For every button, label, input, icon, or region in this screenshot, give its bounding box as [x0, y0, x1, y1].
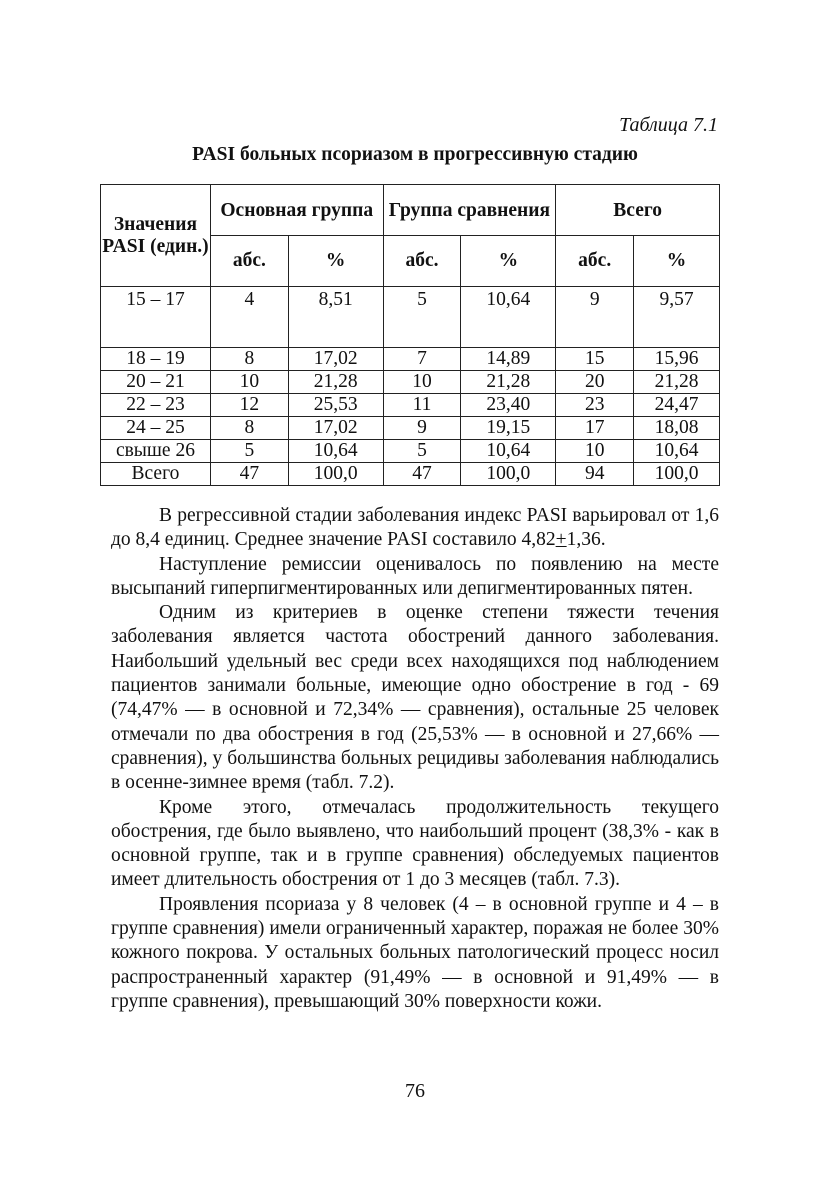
paragraph-regressive-stage: [111, 504, 719, 553]
cell-pasi-range: свыше 26: [101, 440, 211, 463]
subheader-abs: абс.: [210, 236, 288, 287]
cell-total-pct: 21,28: [634, 371, 720, 394]
paragraph-text: В регрессивной стадии заболевания индекс PASI варьировал от 1,6 до 8,4 единиц. Среднее значение PASI составило 4,82: [111, 505, 719, 551]
cell-main-pct: 17,02: [288, 417, 383, 440]
cell-main-abs: 12: [210, 394, 288, 417]
table-row: [101, 287, 720, 348]
cell-total-pct: 24,47: [634, 394, 720, 417]
header-pasi-values: Значения PASI (един.): [101, 185, 211, 287]
cell-total-abs: 94: [556, 463, 634, 486]
paragraph-exacerbation-frequency: Одним из критериев в оценке степени тяжести течения заболевания является частота обострений данного заболевания. Наибольший удельный вес среди всех находящихся под наблюдением пациентов занимали больные, имеющие одно обострение в год - 69 (74,47% — в основной и 72,34% — сравнения), остальные 25 человек отмечали по два обострения в год (25,53% — в основной и 27,66% — сравнения), у большинства больных рецидивы заболевания наблюдались в осенне-зимнее время (табл. 7.2).: [111, 602, 719, 794]
header-comparison-group: Группа сравнения: [383, 185, 556, 236]
cell-total-pct: 10,64: [634, 440, 720, 463]
cell-main-abs: 4: [210, 287, 288, 348]
cell-main-pct: 8,51: [288, 287, 383, 348]
paragraph-exacerbation-duration: Кроме этого, отмечалась продолжительность текущего обострения, где было выявлено, что наибольший процент (38,3% - как в основной группе, так и в группе сравнения) обследуемых пациентов имеет длительность обострения от 1 до 3 месяцев (табл. 7.3).: [111, 796, 719, 891]
paragraph-remission: Наступление ремиссии оценивалось по появлению на месте высыпаний гиперпигментированных или депигментированных пятен.: [111, 553, 719, 599]
cell-compare-abs: 5: [383, 440, 461, 463]
cell-main-abs: 47: [210, 463, 288, 486]
cell-total-pct: 9,57: [634, 287, 720, 348]
cell-total-abs: 9: [556, 287, 634, 348]
cell-main-pct: 10,64: [288, 440, 383, 463]
subheader-percent: %: [634, 236, 720, 287]
cell-compare-pct: 10,64: [461, 287, 556, 348]
cell-total-abs: 17: [556, 417, 634, 440]
cell-compare-abs: 10: [383, 371, 461, 394]
cell-main-abs: 8: [210, 348, 288, 371]
cell-total-pct: 18,08: [634, 417, 720, 440]
cell-compare-abs: 9: [383, 417, 461, 440]
cell-compare-abs: 11: [383, 394, 461, 417]
subheader-abs: абс.: [556, 236, 634, 287]
cell-main-pct: 17,02: [288, 348, 383, 371]
plus-minus-sign: +: [555, 529, 567, 551]
cell-pasi-range: Всего: [101, 463, 211, 486]
table-title: PASI больных псориазом в прогрессивную стадию: [192, 144, 638, 165]
cell-compare-abs: 47: [383, 463, 461, 486]
cell-main-pct: 21,28: [288, 371, 383, 394]
header-main-group: Основная группа: [210, 185, 383, 236]
cell-compare-pct: 100,0: [461, 463, 556, 486]
cell-main-pct: 100,0: [288, 463, 383, 486]
table-row: [101, 348, 720, 371]
cell-total-pct: 100,0: [634, 463, 720, 486]
cell-pasi-range: 20 – 21: [101, 371, 211, 394]
cell-compare-pct: 14,89: [461, 348, 556, 371]
cell-main-pct: 25,53: [288, 394, 383, 417]
cell-compare-pct: 19,15: [461, 417, 556, 440]
header-total: Всего: [556, 185, 720, 236]
cell-total-pct: 15,96: [634, 348, 720, 371]
cell-compare-pct: 23,40: [461, 394, 556, 417]
page-number: 76: [405, 1080, 425, 1102]
paragraph-text: 1,36.: [566, 529, 606, 551]
cell-pasi-range: 24 – 25: [101, 417, 211, 440]
cell-compare-abs: 5: [383, 287, 461, 348]
body-text: [111, 504, 719, 1014]
cell-compare-pct: 10,64: [461, 440, 556, 463]
cell-pasi-range: 15 – 17: [101, 287, 211, 348]
pasi-table: [100, 184, 720, 486]
table-row: [101, 371, 720, 394]
subheader-abs: абс.: [383, 236, 461, 287]
cell-total-abs: 23: [556, 394, 634, 417]
table-number: Таблица 7.1: [619, 114, 718, 136]
cell-compare-abs: 7: [383, 348, 461, 371]
table-row: [101, 394, 720, 417]
subheader-percent: %: [461, 236, 556, 287]
table-row-total: [101, 463, 720, 486]
cell-main-abs: 10: [210, 371, 288, 394]
table-row: [101, 417, 720, 440]
cell-pasi-range: 22 – 23: [101, 394, 211, 417]
table-row: [101, 440, 720, 463]
paragraph-psoriasis-extent: Проявления псориаза у 8 человек (4 – в основной группе и 4 – в группе сравнения) имели ограниченный характер, поражая не более 30% кожного покрова. У остальных больных патологический процесс носил распространенный характер (91,49% — в основной и 91,49% — в группе сравнения), превышающий 30% поверхности кожи.: [111, 893, 719, 1012]
cell-total-abs: 15: [556, 348, 634, 371]
cell-compare-pct: 21,28: [461, 371, 556, 394]
cell-main-abs: 8: [210, 417, 288, 440]
cell-total-abs: 10: [556, 440, 634, 463]
cell-pasi-range: 18 – 19: [101, 348, 211, 371]
cell-main-abs: 5: [210, 440, 288, 463]
cell-total-abs: 20: [556, 371, 634, 394]
subheader-percent: %: [288, 236, 383, 287]
